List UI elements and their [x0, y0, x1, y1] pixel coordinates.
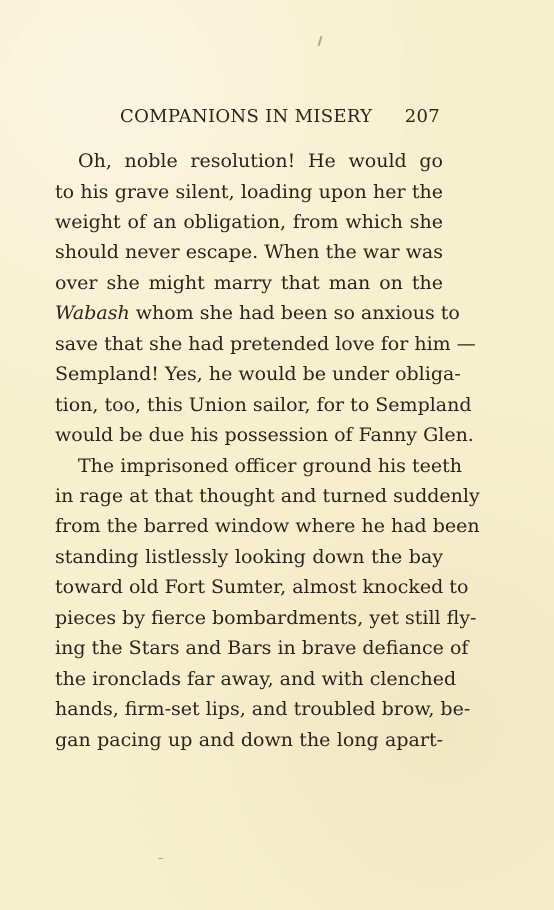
text-fragment: whom she had been so anxious to	[129, 302, 460, 324]
text-line: Oh, noble resolution! He would go	[78, 150, 443, 172]
text-line: over she might marry that man on the	[55, 272, 443, 294]
page-number: 207	[404, 106, 440, 127]
text-line: Sempland! Yes, he would be under obliga-	[55, 363, 461, 385]
text-line: pieces by fierce bombardments, yet still fly-	[55, 607, 477, 629]
text-line: the ironclads far away, and with clenched	[55, 668, 457, 690]
text-line: to his grave silent, loading upon her the	[55, 181, 443, 203]
paper-mark	[318, 36, 323, 46]
paper-mark	[158, 858, 163, 859]
text-line: from the barred window where he had been	[55, 515, 480, 537]
text-line: standing listlessly looking down the bay	[55, 546, 443, 568]
text-line: weight of an obligation, from which she	[55, 211, 443, 233]
page-header	[120, 106, 440, 128]
text-line: would be due his possession of Fanny Glen.	[55, 424, 474, 446]
text-line: The imprisoned officer ground his teeth	[78, 455, 462, 477]
text-line: ing the Stars and Bars in brave defiance of	[55, 637, 469, 659]
running-head: COMPANIONS IN MISERY	[120, 106, 373, 127]
text-line: should never escape. When the war was	[55, 241, 443, 263]
text-line: tion, too, this Union sailor, for to Sempland	[55, 394, 472, 416]
text-line	[55, 301, 460, 325]
text-line: save that she had pretended love for him —	[55, 333, 476, 355]
text-line: toward old Fort Sumter, almost knocked to	[55, 576, 469, 598]
ship-name: Wabash	[55, 302, 130, 324]
text-line: in rage at that thought and turned suddenly	[55, 485, 480, 507]
text-line: hands, firm-set lips, and troubled brow, be-	[55, 698, 471, 720]
text-line: gan pacing up and down the long apart-	[55, 729, 443, 751]
